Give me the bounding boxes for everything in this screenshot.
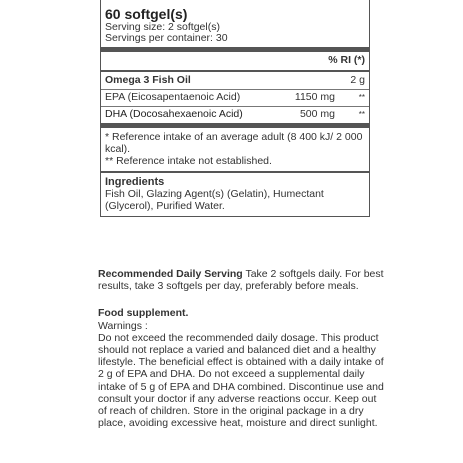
supplement-facts-panel [100,0,370,217]
omega-label: Omega 3 Fish Oil [105,74,191,86]
nutrient-row [101,90,369,106]
serving-label: Recommended Daily Serving [98,268,243,280]
package-count: 60 softgel(s) [105,6,188,22]
footnote-reference-intake: * Reference intake of an average adult (8 400 kJ/ 2 000 kcal). [105,131,363,155]
warnings-text: Do not exceed the recommended daily dosage. This product should not replace a varied and balanced diet and a healthy lifestyle. The beneficial effect is obtained with a daily intake of 2 g of EPA and DHA. Do not exceed a supplemental daily intake of 5 g of EPA and DHA combined. Discontinue use and consult your doctor if any adverse reactions occur. Keep out of reach of children. Store in the original package in a dry place, avoiding excessive heat, moisture and direct sunlight. [98,331,384,430]
ingredients-text: Fish Oil, Glazing Agent(s) (Gelatin), Humectant (Glycerol), Purified Water. [105,188,324,212]
omega-row [101,72,369,89]
omega-amount: 2 g [350,74,365,86]
serving-size: Serving size: 2 softgel(s) [105,21,220,33]
nutrient-ri: ** [358,110,365,119]
nutrient-row [101,107,369,123]
servings-per-container: Servings per container: 30 [105,32,228,44]
nutrient-ri: ** [358,93,365,102]
nutrient-name: DHA (Docosahexaenoic Acid) [105,108,243,120]
footnotes [101,128,369,171]
footnote-not-established: ** Reference intake not established. [105,155,272,167]
ingredients-heading: Ingredients [105,176,165,188]
ri-header: % RI (*) [328,54,365,66]
nutrient-name: EPA (Eicosapentaenoic Acid) [105,91,241,103]
warnings-label: Warnings : [98,319,148,332]
serving-text: Take 2 softgels daily. For best results, take 3 softgels per day, preferably before meals. [98,268,384,293]
nutrient-value: 500 mg [299,108,335,120]
product-info [98,268,388,429]
nutrient-value: 1150 mg [294,91,335,103]
serving-paragraph [98,268,388,292]
ingredients-section [101,173,369,216]
food-supplement-label: Food supplement. [98,307,189,320]
